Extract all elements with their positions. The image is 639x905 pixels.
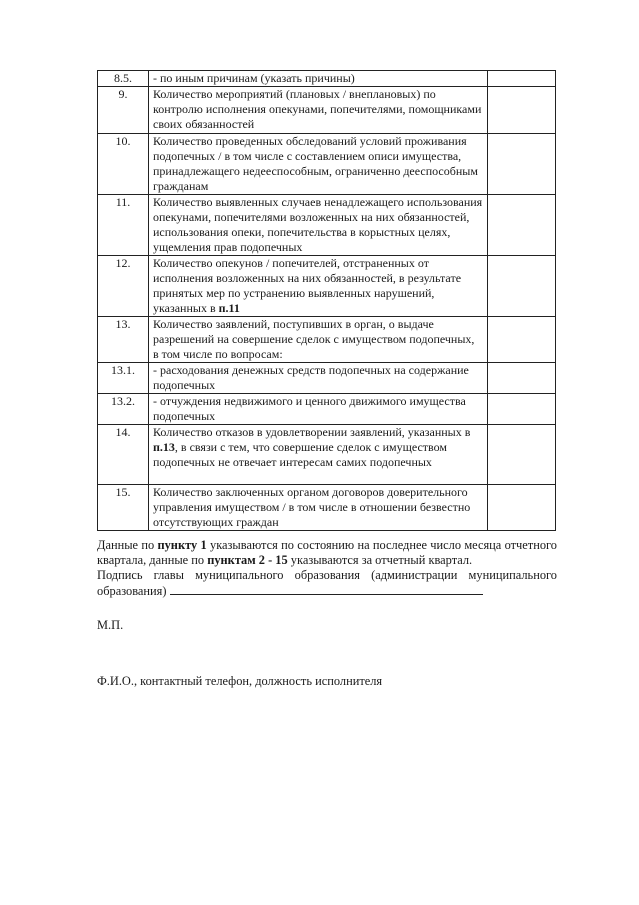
row-value-cell[interactable] <box>488 425 556 485</box>
row-number: 13.2. <box>98 394 149 425</box>
row-description <box>149 485 488 531</box>
row-text: , в связи с тем, что совершение сделок с имуществом подопечных не отвечает интересам самих подопечных <box>153 440 448 469</box>
stamp-placeholder: М.П. <box>97 618 124 632</box>
row-value-cell[interactable] <box>488 317 556 363</box>
table-row <box>98 195 556 256</box>
row-value-cell[interactable] <box>488 485 556 531</box>
row-text: Количество опекунов / попечителей, отстраненных от исполнения возложенных на них обязанностей, в результате принятых мер по устранению выявленных нарушений, указанных в <box>153 256 462 315</box>
row-text: Количество мероприятий (плановых / внеплановых) по контролю исполнения опекунами, попечителями, помощниками своих обязанностей <box>153 87 482 131</box>
table-row <box>98 317 556 363</box>
signature-blank-line[interactable] <box>170 583 483 595</box>
footnote-bold-items: пунктам 2 - 15 <box>207 553 288 567</box>
row-value-cell[interactable] <box>488 363 556 394</box>
row-value-cell[interactable] <box>488 256 556 317</box>
row-value-cell[interactable] <box>488 134 556 195</box>
row-number: 10. <box>98 134 149 195</box>
row-bold-ref: п.13 <box>153 440 175 454</box>
row-description <box>149 256 488 317</box>
executor-info: Ф.И.О., контактный телефон, должность исполнителя <box>97 674 383 688</box>
row-value-cell[interactable] <box>488 394 556 425</box>
row-text: - отчуждения недвижимого и ценного движимого имущества подопечных <box>153 394 466 423</box>
footnote-line-1 <box>97 538 557 553</box>
table-row <box>98 363 556 394</box>
row-description <box>149 317 488 363</box>
footnote-text: Данные по <box>97 538 158 552</box>
row-value-cell[interactable] <box>488 71 556 87</box>
row-number: 13.1. <box>98 363 149 394</box>
row-number: 11. <box>98 195 149 256</box>
table-row <box>98 485 556 531</box>
row-text: Количество проведенных обследований условий проживания подопечных / в том числе с составлением описи имущества, принадлежащего недееспособным, ограниченно дееспособным гражданам <box>153 134 478 193</box>
report-table <box>97 70 556 531</box>
table-row <box>98 87 556 134</box>
row-text: - расходования денежных средств подопечных на содержание подопечных <box>153 363 469 392</box>
row-number: 9. <box>98 87 149 134</box>
row-number: 14. <box>98 425 149 485</box>
report-table-body <box>98 71 556 531</box>
row-text: Количество выявленных случаев ненадлежащего использования опекунами, попечителями возложенных на них обязанностей, использования опеки, попечительства в корыстных целях, ущемления прав подопечных <box>153 195 483 254</box>
footnote-text-part: квартала, данные по <box>97 553 208 567</box>
signature-label: образования) <box>97 584 167 598</box>
table-row <box>98 71 556 87</box>
row-description <box>149 363 488 394</box>
row-text: Количество заключенных органом договоров доверительного управления имуществом / в том числе в отношении безвестно отсутствующих граждан <box>153 485 471 529</box>
row-value-cell[interactable] <box>488 195 556 256</box>
table-row <box>98 394 556 425</box>
row-description <box>149 195 488 256</box>
row-number: 8.5. <box>98 71 149 87</box>
row-text: Количество отказов в удовлетворении заявлений, указанных в <box>153 425 471 439</box>
row-description <box>149 87 488 134</box>
row-number: 15. <box>98 485 149 531</box>
table-row <box>98 134 556 195</box>
row-description <box>149 394 488 425</box>
signature-line-1: Подпись главы муниципального образования (администрации муниципального <box>97 568 557 582</box>
row-description <box>149 71 488 87</box>
table-row <box>98 425 556 485</box>
signature-line-2 <box>97 583 557 599</box>
table-row <box>98 256 556 317</box>
row-description <box>149 134 488 195</box>
footnote-paragraph <box>97 538 557 599</box>
row-number: 12. <box>98 256 149 317</box>
row-bold-ref: п.11 <box>218 301 240 315</box>
row-number: 13. <box>98 317 149 363</box>
footnote-line-2 <box>97 553 557 568</box>
row-value-cell[interactable] <box>488 87 556 134</box>
footnote-text-end: указываются за отчетный квартал. <box>287 553 473 567</box>
row-text: - по иным причинам (указать причины) <box>153 71 355 85</box>
footnote-text-part: указываются по состоянию на последнее число месяца отчетного <box>206 538 557 552</box>
row-text: Количество заявлений, поступивших в орган, о выдаче разрешений на совершение сделок с имуществом подопечных, в том числе по вопросам: <box>153 317 475 361</box>
row-description <box>149 425 488 485</box>
footnote-bold-item: пункту 1 <box>157 538 207 552</box>
